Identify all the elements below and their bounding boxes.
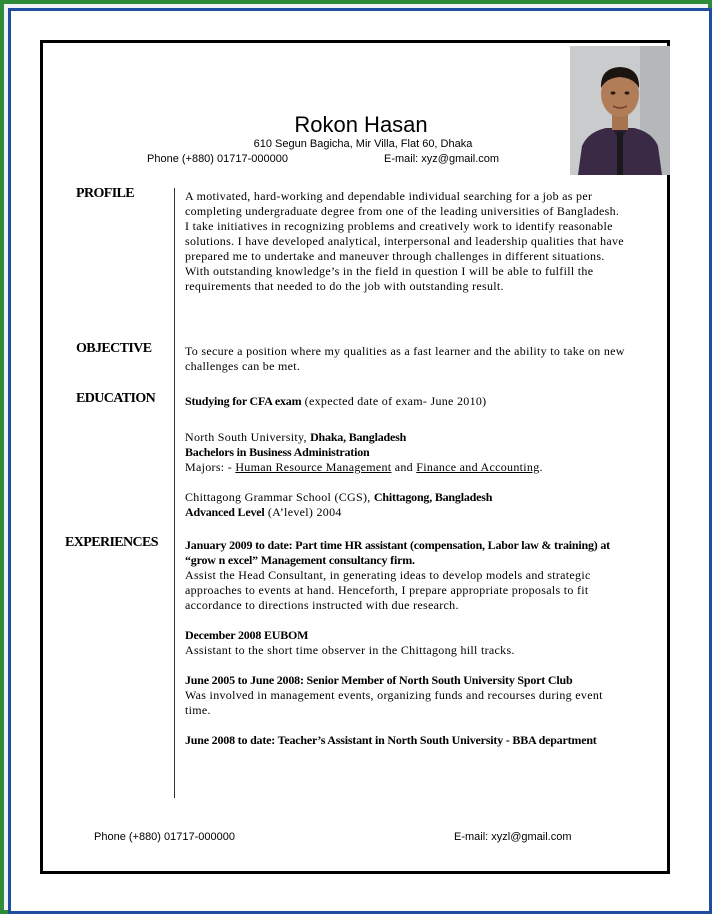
header-email: E-mail: xyz@gmail.com — [384, 153, 500, 165]
nsu-degree: Bachelors in Business Administration — [185, 445, 370, 459]
cgs-school: Chittagong Grammar School (CGS), — [185, 490, 374, 504]
cgs-location: Chittagong, Bangladesh — [373, 490, 493, 504]
resume-page — [40, 40, 670, 874]
cgs-level: Advanced Level — [185, 505, 265, 519]
profile-paragraph: A motivated, hard-working and dependable individual searching for a job as per completing undergraduate degree from one of the leading universities of Bangladesh. I take initiatives in recognizing problems and creatively work to identify reasonable solutions. I have developed analytical, interpersonal and leadership qualities that have prepared me to undertake and maneuver through challenges in different situations. With outstanding knowledge’s in the field in question I will be able to fulfill the requirements that needed to do the job with outstanding result. — [185, 189, 624, 293]
education-cgs-level — [185, 505, 625, 520]
person-photo-icon — [570, 46, 670, 175]
profile-text — [185, 189, 625, 294]
objective-heading: OBJECTIVE — [76, 341, 152, 356]
objective-text — [185, 344, 625, 374]
footer-phone: Phone (+880) 01717-000000 — [94, 831, 235, 843]
job2-title: December 2008 EUBOM — [185, 628, 309, 642]
experiences-content — [185, 538, 625, 748]
objective-paragraph: To secure a position where my qualities as a fast learner and the ability to take on new challenges can be met. — [185, 344, 625, 373]
job1-desc: Assist the Head Consultant, in generating ideas to develop models and strategic approaches to events at hand. Henceforth, I prepare appropriate proposals to fit accordance to directions instructed with due research. — [185, 568, 591, 612]
education-heading: EDUCATION — [76, 391, 156, 406]
majors-end: . — [539, 460, 543, 474]
job3-title: June 2005 to June 2008: Senior Member of North South University Sport Club — [185, 673, 573, 687]
education-majors — [185, 460, 625, 475]
nsu-school: North South University, — [185, 430, 311, 444]
major-finance: Finance and Accounting — [416, 460, 540, 474]
cgs-year: (A’level) 2004 — [264, 505, 342, 519]
experiences-heading: EXPERIENCES — [65, 535, 158, 550]
cfa-detail: (expected date of exam- June 2010) — [301, 394, 487, 408]
job4-title: June 2008 to date: Teacher’s Assistant in North South University - BBA department — [185, 733, 597, 747]
footer-email: E-mail: xyzl@gmail.com — [454, 831, 572, 843]
majors-prefix: Majors: - — [185, 460, 236, 474]
cfa-title: Studying for CFA exam — [185, 394, 302, 408]
candidate-address: 610 Segun Bagicha, Mir Villa, Flat 60, Dhaka — [253, 138, 473, 150]
education-nsu — [185, 430, 625, 445]
profile-heading: PROFILE — [76, 186, 135, 201]
job3-desc: Was involved in management events, organizing funds and recourses during event time. — [185, 688, 603, 717]
job1-title: January 2009 to date: Part time HR assistant (compensation, Labor law & training) at “grow n excel” Management consultancy firm. — [185, 538, 610, 567]
nsu-location: Dhaka, Bangladesh — [310, 430, 407, 444]
header-phone: Phone (+880) 01717-000000 — [147, 153, 288, 165]
candidate-name: Rokon Hasan — [294, 112, 428, 137]
majors-and: and — [391, 460, 417, 474]
education-content — [185, 394, 625, 520]
job2-desc: Assistant to the short time observer in the Chittagong hill tracks. — [185, 643, 515, 657]
major-hrm: Human Resource Management — [235, 460, 392, 474]
profile-photo — [570, 46, 670, 175]
education-cfa — [185, 394, 625, 409]
education-cgs — [185, 490, 625, 505]
section-divider — [174, 188, 175, 798]
